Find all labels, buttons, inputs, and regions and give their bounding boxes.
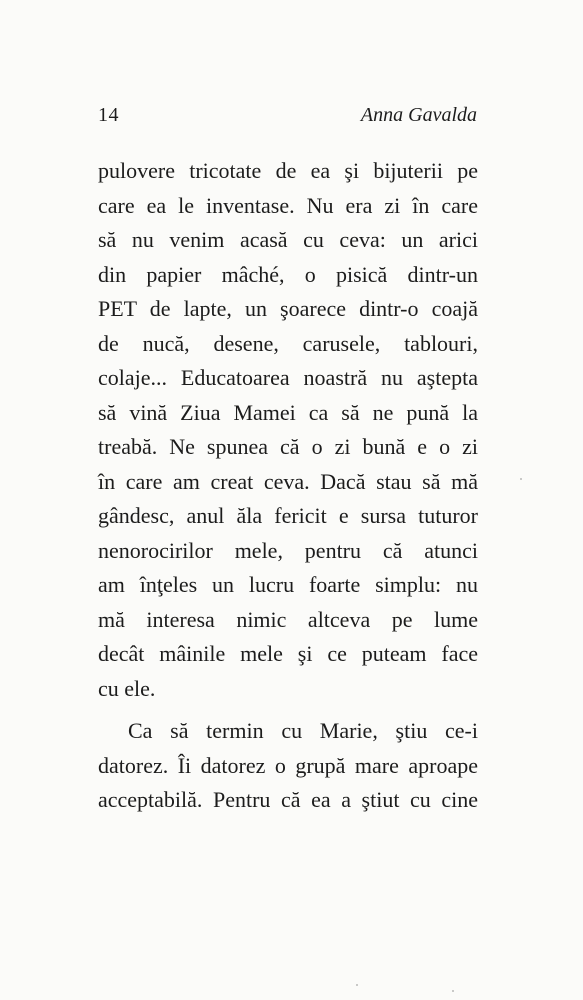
paragraph-2: [98, 714, 478, 818]
speck: [520, 478, 522, 480]
text-line: pulovere tricotate de ea şi bijuterii pe: [98, 158, 478, 183]
text-line: de nucă, desene, carusele, tablouri,: [98, 330, 478, 356]
page-number: 14: [98, 104, 119, 126]
text-line: colaje... Educatoarea noastră nu aştepta: [98, 365, 478, 390]
paragraph-1: [98, 154, 478, 706]
text-line: decât mâinile mele şi ce puteam face: [98, 641, 478, 666]
text-line: din papier mâché, o pisică dintr-un: [98, 261, 478, 287]
speck: [356, 984, 358, 986]
paragraph-gap: [98, 706, 478, 714]
text-line: datorez. Îi datorez o grupă mare aproape: [98, 752, 478, 778]
text-line: am înţeles un lucru foarte simplu: nu: [98, 572, 478, 597]
text-line: treabă. Ne spunea că o zi bună e o zi: [98, 434, 478, 459]
text-line: gândesc, anul ăla fericit e sursa tuturor: [98, 503, 478, 528]
text-line: acceptabilă. Pentru că ea a ştiut cu cine: [98, 787, 478, 812]
text-line: mă interesa nimic altceva pe lume: [98, 606, 478, 632]
speck: [452, 990, 454, 992]
text-line: să nu venim acasă cu ceva: un arici: [98, 227, 478, 252]
text-line: în care am creat ceva. Dacă stau să mă: [98, 468, 478, 494]
text-line: nenorocirilor mele, pentru că atunci: [98, 537, 478, 563]
text-line: PET de lapte, un şoarece dintr-o coajă: [98, 296, 478, 321]
author-name: Anna Gavalda: [360, 104, 477, 126]
text-line: să vină Ziua Mamei ca să ne pună la: [98, 399, 478, 425]
running-head: [98, 104, 477, 132]
text-line: care ea le inventase. Nu era zi în care: [98, 192, 478, 218]
text-line: Ca să termin cu Marie, ştiu ce-i: [128, 718, 478, 743]
body-text: [98, 154, 478, 818]
text-line: cu ele.: [98, 675, 156, 701]
